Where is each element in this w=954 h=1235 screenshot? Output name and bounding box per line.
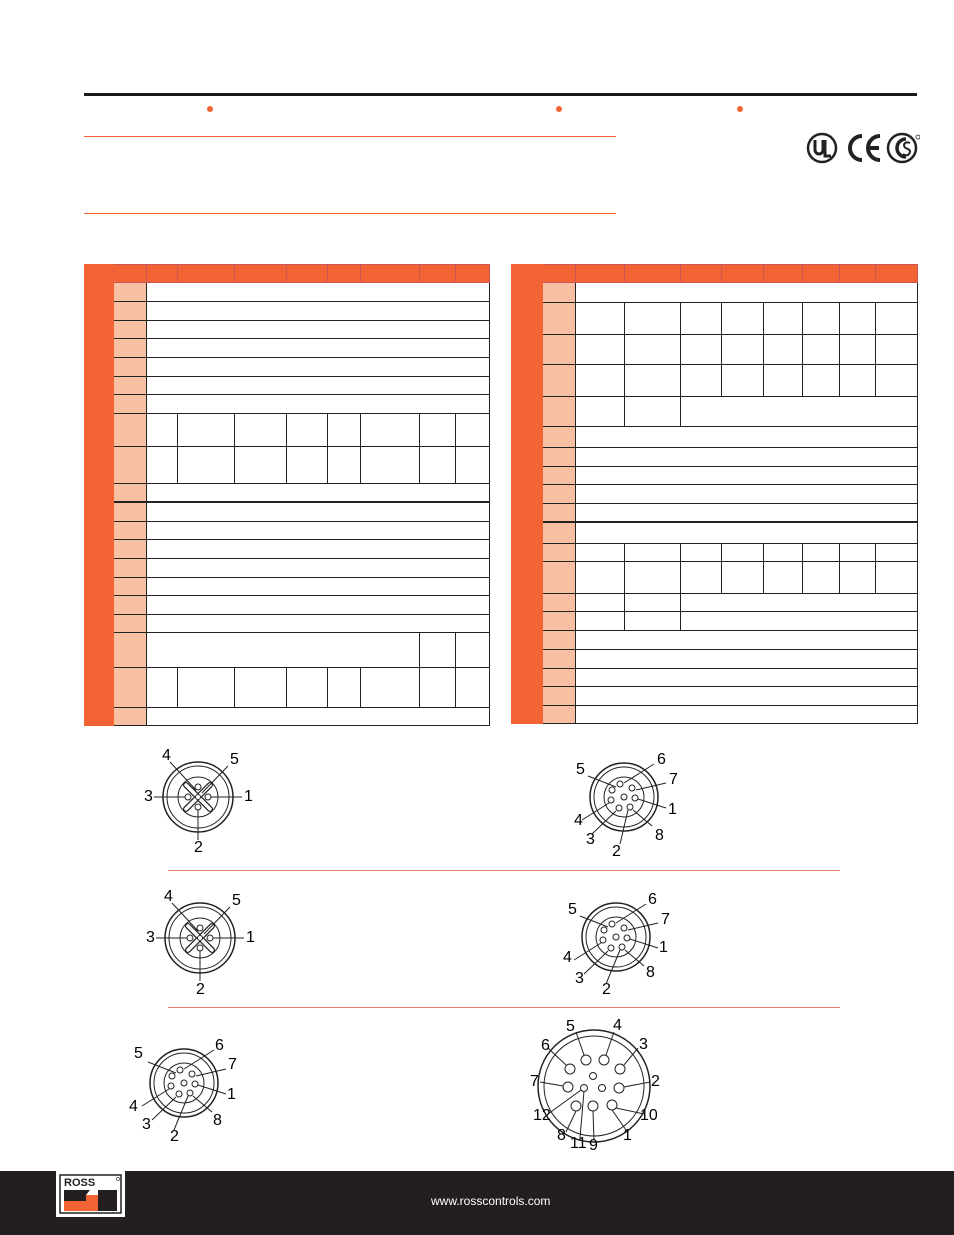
pin-label: 1 bbox=[227, 1086, 236, 1103]
pin-label: 8 bbox=[646, 964, 655, 981]
pin-label: 5 bbox=[134, 1045, 143, 1062]
pin-label: 3 bbox=[144, 788, 153, 805]
pin-label: 1 bbox=[659, 939, 668, 956]
pin-label: 8 bbox=[655, 827, 664, 844]
header-bullet bbox=[207, 106, 213, 112]
section-divider bbox=[168, 1007, 840, 1008]
ross-logo[interactable] bbox=[56, 1171, 125, 1217]
pin-label: 7 bbox=[228, 1056, 237, 1073]
pin-label: 4 bbox=[162, 748, 171, 764]
pin-label: 5 bbox=[232, 892, 241, 909]
header-bullet bbox=[556, 106, 562, 112]
footer-url-link[interactable]: www.rosscontrols.com bbox=[431, 1194, 551, 1208]
pin-label: 1 bbox=[246, 929, 255, 946]
pin-label: 5 bbox=[230, 751, 239, 768]
pin-label: 2 bbox=[194, 839, 203, 856]
pin-label: 4 bbox=[129, 1098, 138, 1115]
pin-label: 1 bbox=[244, 788, 253, 805]
pin-label: 10 bbox=[640, 1107, 658, 1124]
pin-label: 9 bbox=[589, 1137, 598, 1154]
pin-label: 7 bbox=[661, 911, 670, 928]
pin-label: 3 bbox=[586, 831, 595, 848]
pin-label: 7 bbox=[669, 771, 678, 788]
spec-table-left bbox=[84, 264, 490, 726]
pin-label: 3 bbox=[142, 1116, 151, 1133]
pin-label: 11 bbox=[570, 1135, 587, 1152]
pin-label: 6 bbox=[648, 891, 657, 908]
connector-diagram-4-pin-a bbox=[136, 748, 266, 858]
pin-label: 7 bbox=[530, 1073, 539, 1090]
pin-label: 2 bbox=[602, 981, 611, 998]
pin-label: 12 bbox=[533, 1107, 551, 1124]
pin-label: 3 bbox=[575, 970, 584, 987]
pin-label: 4 bbox=[613, 1018, 622, 1034]
title-rule-top bbox=[84, 136, 616, 137]
pin-label: 2 bbox=[196, 981, 205, 998]
certification-marks bbox=[806, 131, 920, 165]
logo-text: ROSS bbox=[64, 1177, 96, 1189]
title-rule-bottom bbox=[84, 213, 616, 214]
connector-diagram-4-pin-b bbox=[138, 888, 268, 998]
pin-label: 4 bbox=[164, 888, 173, 905]
pin-label: 5 bbox=[576, 761, 585, 778]
pin-label: 4 bbox=[563, 949, 572, 966]
pin-label: 8 bbox=[557, 1127, 566, 1144]
pin-label: 3 bbox=[146, 929, 155, 946]
pin-label: 3 bbox=[639, 1036, 648, 1053]
connector-diagram-8-pin-a bbox=[566, 750, 686, 862]
pin-label: 2 bbox=[651, 1073, 660, 1090]
pin-label: 1 bbox=[623, 1127, 632, 1144]
pin-label: 2 bbox=[170, 1128, 179, 1145]
connector-diagram-8-pin-c bbox=[126, 1036, 246, 1148]
ul-listed-icon bbox=[808, 134, 836, 162]
pin-label: 1 bbox=[668, 801, 677, 818]
header-top-rule bbox=[84, 93, 917, 96]
pin-label: 6 bbox=[657, 751, 666, 768]
connector-diagram-12-pin bbox=[526, 1018, 666, 1154]
ce-mark-icon bbox=[850, 136, 880, 160]
pin-label: 2 bbox=[612, 843, 621, 860]
pin-label: 5 bbox=[566, 1018, 575, 1035]
pin-label: 6 bbox=[215, 1037, 224, 1054]
section-divider bbox=[168, 870, 840, 871]
spec-table-right bbox=[511, 264, 918, 724]
connector-diagram-8-pin-b bbox=[558, 890, 678, 1000]
csa-mark-icon bbox=[888, 134, 920, 162]
pin-label: 4 bbox=[574, 812, 583, 829]
pin-label: 8 bbox=[213, 1112, 222, 1129]
pin-label: 6 bbox=[541, 1037, 550, 1054]
header-bullet bbox=[737, 106, 743, 112]
pin-label: 5 bbox=[568, 901, 577, 918]
